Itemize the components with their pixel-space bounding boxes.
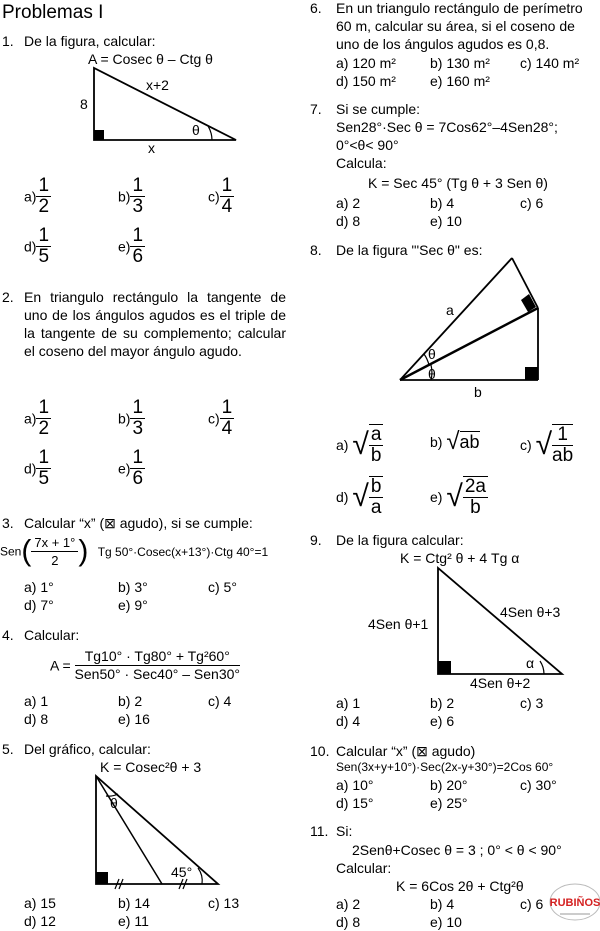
p8-option-e: e) √ $\frac{2a}{b}$ bbox=[430, 476, 486, 518]
p5-option-c: c) 13 bbox=[208, 895, 240, 911]
p11-number: 11. bbox=[310, 823, 329, 839]
p9-formula: K = Ctg² θ + 4 Tg α bbox=[400, 550, 520, 566]
p8-option-b: b) √ab bbox=[430, 428, 480, 455]
p7-option-a: a) 2 bbox=[336, 195, 361, 211]
p1-formula: A = Cosec θ – Ctg θ bbox=[88, 51, 213, 67]
p11-calc-label: Calcular: bbox=[336, 860, 392, 876]
p8-option-c: c) √ $\frac{1}{ab}$ bbox=[520, 424, 574, 466]
p6-option-d: d) 150 m² bbox=[336, 73, 396, 89]
p8-theta1-label: θ bbox=[428, 346, 436, 362]
p3-equation: Sen( $\frac{7x + 1^\circ}{2}$ ) Tg 50°·Cosec(x+13°)·Ctg 40°=1 bbox=[0, 534, 269, 568]
p5-angle-label: 45° bbox=[171, 864, 193, 880]
p8-number: 8. bbox=[310, 242, 322, 258]
p10-number: 10. bbox=[310, 743, 330, 759]
p7-line-1: Si se cumple: bbox=[336, 101, 421, 117]
p3-option-e: e) 9° bbox=[118, 597, 148, 613]
p9-text: De la figura calcular: bbox=[336, 532, 464, 548]
p1-angle-label: θ bbox=[192, 122, 200, 138]
p5-text: Del gráfico, calcular: bbox=[24, 741, 151, 757]
p2-option-e: e) $\frac{1}{6}$ bbox=[118, 447, 144, 489]
p9-option-b: b) 2 bbox=[430, 695, 455, 711]
p9-base-label: 4Sen θ+2 bbox=[470, 675, 531, 691]
p7-line-3: 0°<θ< 90° bbox=[336, 137, 399, 153]
p4-option-e: e) 16 bbox=[118, 711, 150, 727]
page-title: Problemas I bbox=[2, 2, 104, 23]
p10-option-e: e) 25° bbox=[430, 795, 468, 811]
p1-option-c: c) $\frac{1}{4}$ bbox=[208, 175, 233, 217]
p4-option-b: b) 2 bbox=[118, 693, 143, 709]
p2-option-b: b) $\frac{1}{3}$ bbox=[118, 397, 144, 439]
p7-line-4: Calcula: bbox=[336, 155, 387, 171]
p9-alpha-label: α bbox=[526, 655, 535, 671]
p11-equation: 2Senθ+Cosec θ = 3 ; 0° < θ < 90° bbox=[352, 842, 562, 858]
p2-option-d: d) $\frac{1}{5}$ bbox=[24, 447, 50, 489]
p5-formula: K = Cosec²θ + 3 bbox=[100, 759, 202, 775]
p7-formula: K = Sec 45° (Tg θ + 3 Sen θ) bbox=[368, 175, 548, 191]
p9-option-a: a) 1 bbox=[336, 695, 361, 711]
p9-number: 9. bbox=[310, 532, 322, 548]
p4-option-c: c) 4 bbox=[208, 693, 232, 709]
p3-number: 3. bbox=[2, 515, 14, 531]
p8-option-a: a) √ $\frac{a}{b}$ bbox=[336, 424, 382, 466]
p4-equation: A = Tg10° · Tg80° + Tg²60° Sen50° · Sec40° – Sen30° bbox=[50, 648, 240, 682]
p8-theta2-label: θ bbox=[428, 366, 436, 382]
p2-option-c: c) $\frac{1}{4}$ bbox=[208, 397, 233, 439]
p11-formula: K = 6Cos 2θ + Ctg²θ bbox=[396, 878, 524, 894]
p1-option-a: a) $\frac{1}{2}$ bbox=[24, 175, 50, 217]
p9-option-c: c) 3 bbox=[520, 695, 544, 711]
p9-option-e: e) 6 bbox=[430, 713, 455, 729]
p4-option-a: a) 1 bbox=[24, 693, 49, 709]
p1-text: De la figura, calcular: bbox=[24, 33, 156, 49]
p6-option-c: c) 140 m² bbox=[520, 55, 580, 71]
p5-option-b: b) 14 bbox=[118, 895, 150, 911]
p9-hyp-label: 4Sen θ+3 bbox=[500, 604, 561, 620]
p6-option-b: b) 130 m² bbox=[430, 55, 490, 71]
p1-option-b: b) $\frac{1}{3}$ bbox=[118, 175, 144, 217]
p8-text: De la figura "'Sec θ" es: bbox=[336, 242, 483, 258]
p3-option-b: b) 3° bbox=[118, 579, 148, 595]
p8-b-label: b bbox=[474, 384, 482, 400]
p7-number: 7. bbox=[310, 101, 322, 117]
p1-option-d: d) $\frac{1}{5}$ bbox=[24, 225, 50, 267]
p4-option-d: d) 8 bbox=[24, 711, 49, 727]
p7-option-c: c) 6 bbox=[520, 195, 544, 211]
p1-leg-label: 8 bbox=[80, 96, 88, 112]
p11-option-c: c) 6 bbox=[520, 896, 544, 912]
p10-option-a: a) 10° bbox=[336, 777, 374, 793]
p7-option-e: e) 10 bbox=[430, 213, 462, 229]
p6-line-1: En un triangulo rectángulo de perímetro bbox=[336, 0, 583, 16]
p10-option-c: c) 30° bbox=[520, 777, 557, 793]
p6-number: 6. bbox=[310, 0, 322, 16]
logo-text: RUBIÑOS bbox=[549, 897, 600, 909]
p2-text: En triangulo rectángulo la tangente de uno de los ángulos agudos es el triple de la tangente de su complemento; calcular el coseno del mayor ángulo agudo. bbox=[24, 289, 286, 359]
p3-option-c: c) 5° bbox=[208, 579, 237, 595]
p5-option-d: d) 12 bbox=[24, 913, 56, 929]
p6-option-a: a) 120 m² bbox=[336, 55, 396, 71]
p3-text: Calcular “x” (⊠ agudo), si se cumple: bbox=[24, 515, 253, 531]
p6-line-2: 60 m, calcular su área, si el coseno de bbox=[336, 18, 575, 34]
p11-option-d: d) 8 bbox=[336, 914, 361, 930]
p7-option-b: b) 4 bbox=[430, 195, 455, 211]
p9-option-d: d) 4 bbox=[336, 713, 361, 729]
p5-number: 5. bbox=[2, 741, 14, 757]
p11-option-a: a) 2 bbox=[336, 896, 361, 912]
p11-text: Si: bbox=[336, 823, 353, 839]
p10-option-d: d) 15° bbox=[336, 795, 374, 811]
p7-line-2: Sen28°·Sec θ = 7Cos62°–4Sen28°; bbox=[336, 119, 558, 135]
p1-option-e: e) $\frac{1}{6}$ bbox=[118, 225, 144, 267]
p2-option-a: a) $\frac{1}{2}$ bbox=[24, 397, 50, 439]
p8-option-d: d) √ $\frac{b}{a}$ bbox=[336, 476, 382, 518]
p7-option-d: d) 8 bbox=[336, 213, 361, 229]
p1-number: 1. bbox=[2, 33, 14, 49]
p9-leg-label: 4Sen θ+1 bbox=[368, 616, 429, 632]
p10-option-b: b) 20° bbox=[430, 777, 468, 793]
p4-text: Calcular: bbox=[24, 627, 80, 643]
p1-base-label: x bbox=[148, 140, 155, 156]
p6-option-e: e) 160 m² bbox=[430, 73, 490, 89]
p1-hyp-label: x+2 bbox=[146, 77, 169, 93]
p11-option-e: e) 10 bbox=[430, 914, 462, 930]
p8-a-label: a bbox=[446, 302, 454, 318]
p2-number: 2. bbox=[2, 289, 14, 305]
p5-option-e: e) 11 bbox=[118, 913, 149, 929]
p11-option-b: b) 4 bbox=[430, 896, 455, 912]
p6-line-3: uno de los ángulos agudos es 0,8. bbox=[336, 36, 550, 52]
p10-text: Calcular “x” (⊠ agudo) bbox=[336, 743, 476, 759]
p5-option-a: a) 15 bbox=[24, 895, 56, 911]
p3-option-d: d) 7° bbox=[24, 597, 54, 613]
rubinos-logo bbox=[548, 880, 600, 928]
p3-option-a: a) 1° bbox=[24, 579, 54, 595]
p5-theta-label: θ bbox=[110, 795, 118, 811]
p4-number: 4. bbox=[2, 627, 14, 643]
p10-equation: Sen(3x+y+10°)·Sec(2x-y+30°)=2Cos 60° bbox=[336, 760, 554, 774]
